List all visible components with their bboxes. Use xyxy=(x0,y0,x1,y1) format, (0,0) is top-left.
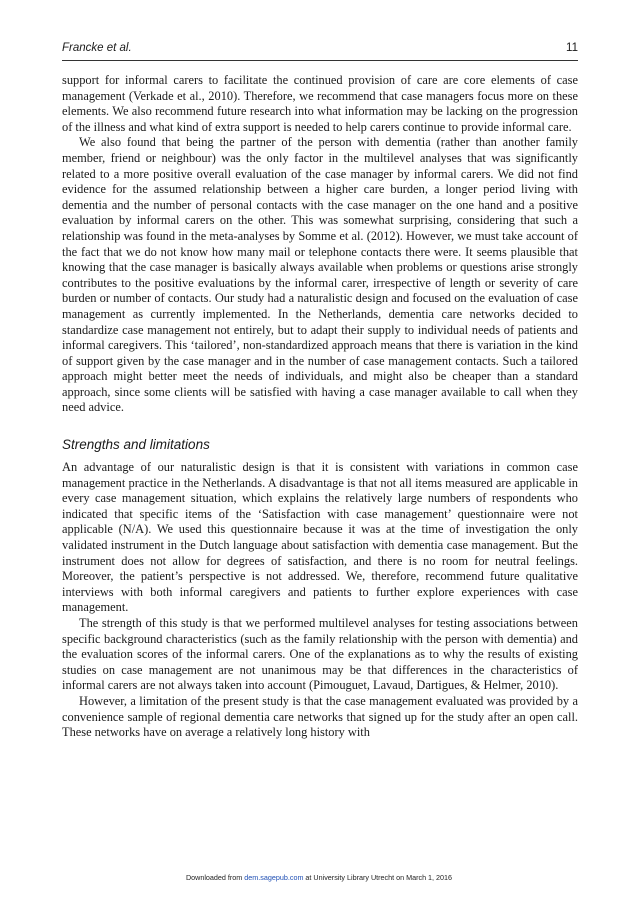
footer-suffix: at University Library Utrecht on March 1, 2016 xyxy=(303,873,453,882)
paragraph: support for informal carers to facilitate the continued provision of care are core elements of case management (Verkade et al., 2010). Therefore, we recommend that case managers focus more on these elements. We also recommend future research into what information may be lacking on the progression of the illness and what kind of extra support is needed to help carers continue to provide informal care. xyxy=(62,73,578,134)
paragraph: However, a limitation of the present study is that the case management evaluated was provided by a convenience sample of regional dementia care networks that signed up for the study after an open call. These networks have on average a relatively long history with xyxy=(62,693,578,740)
page-number: 11 xyxy=(566,42,578,54)
article-body xyxy=(62,73,578,741)
running-head-author: Francke et al. xyxy=(62,42,132,54)
paragraph: An advantage of our naturalistic design is that it is consistent with variations in common case management practice in the Netherlands. A disadvantage is that not all items measured are applicable in every case management situation, which explains the relatively large numbers of respondents who indicated that specific items of the ‘Satisfaction with case management’ questionnaire were not applicable (N/A). We used this questionnaire because it was at the time of investigation the only validated instrument in the Dutch language about satisfaction with dementia case management. But the instrument does not allow for degrees of satisfaction, and there is no room for neutral feelings. Moreover, the patient’s perspective is not addressed. We, therefore, recommend future qualitative interviews with both informal caregivers and patients to further explore experiences with case management. xyxy=(62,460,578,615)
paragraph: We also found that being the partner of the person with dementia (rather than another family member, friend or neighbour) was the only factor in the multilevel analyses that was significantly related to a more positive overall evaluation of the case manager by informal carers. We did not find evidence for the assumed relationship between a higher care burden, a longer period living with dementia and the number of personal contacts with the case manager on the one hand and a positive evaluation by informal carers on the other. This was somewhat surprising, considering that such a relationship was found in the meta-analyses by Somme et al. (2012). However, we must take account of the fact that we do not know how many mail or telephone contacts there were. It seems plausible that knowing that the case manager is basically always available when problems or questions arise strongly contributes to the positive evaluations by the informal carer, irrespective of length or severity of care burden or number of contacts. Our study had a naturalistic design and focused on the evaluation of case management as currently implemented. In the Netherlands, dementia care networks decided to standardize case management not entirely, but to adapt their supply to individual needs of patients and informal caregivers. This ‘tailored’, non-standardized approach means that there is variation in the kind of support given by the case manager and in the number of case management contacts. Such a tailored approach might better meet the needs of individuals, and might also be cheaper than a standard approach, since some clients will be satisfied with having a case manager available to call when they need advice. xyxy=(62,135,578,415)
footer-link[interactable]: dem.sagepub.com xyxy=(244,873,304,882)
running-head xyxy=(62,42,578,54)
section-heading: Strengths and limitations xyxy=(62,437,210,453)
paragraph: The strength of this study is that we performed multilevel analyses for testing associations between specific background characteristics (such as the family relationship with the person with dementia) and the evaluation scores of the informal carers. One of the explanations as to why the results of existing studies on case management are not unanimous may be that differences in the characteristics of informal carers are not always taken into account (Pimouguet, Lavaud, Dartigues, & Helmer, 2010). xyxy=(62,616,578,693)
header-rule xyxy=(62,60,578,61)
footer-prefix: Downloaded from xyxy=(185,873,245,882)
download-footer xyxy=(0,873,638,882)
